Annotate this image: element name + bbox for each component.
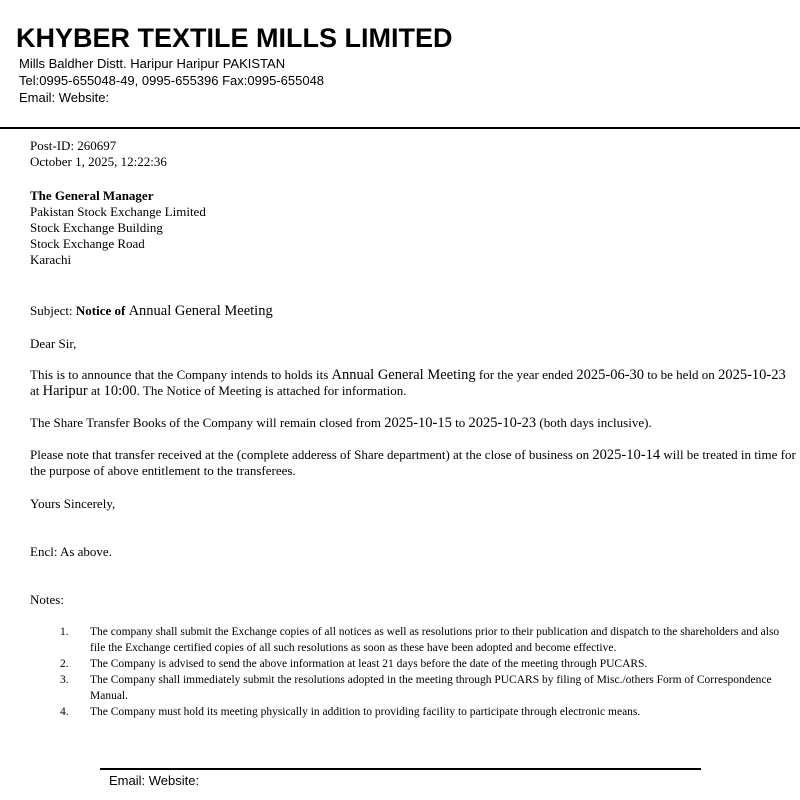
notes-heading: Notes: [30, 592, 64, 607]
footer-email-website: Email: Website: [109, 773, 200, 788]
note-text: The Company must hold its meeting physically in addition to providing facility to participate through electronic means. [90, 706, 641, 718]
subject-label: Subject: [30, 303, 76, 318]
enclosure: Encl: As above. [30, 544, 112, 559]
para1-text: at [87, 383, 104, 398]
para1-text: . The Notice of Meeting is attached for information. [136, 383, 407, 398]
note-number: 1. [60, 626, 69, 638]
company-name: KHYBER TEXTILE MILLS LIMITED [16, 23, 453, 53]
recipient-line2: Stock Exchange Road [30, 236, 145, 251]
company-email-website: Email: Website: [19, 90, 110, 105]
note-item [30, 656, 790, 672]
para1-text: at [30, 383, 43, 398]
para2-text: (both days inclusive). [536, 415, 652, 430]
note-text: The Company shall immediately submit the resolutions adopted in the meeting through PUCARS by filing of Misc./others Form of Correspondence Manual. [90, 674, 772, 702]
note-text: The Company is advised to send the above information at least 21 days before the date of the meeting through PUCARS. [90, 658, 648, 670]
para1-text: to be held on [644, 367, 719, 382]
note-item [30, 704, 790, 720]
transfer-date: 2025-10-14 [592, 447, 661, 463]
note-number: 2. [60, 658, 69, 670]
meeting-time: 10:00 [103, 383, 137, 399]
para1-text: for the year ended [475, 367, 577, 382]
recipient-title: The General Manager [30, 188, 154, 203]
subject-line [30, 303, 798, 319]
note-text: The company shall submit the Exchange copies of all notices as well as resolutions prior to their publication and dispatch to the shareholders and also file the Exchange certified copies of all such resolutions as soon as these have been adopted and become effective. [90, 626, 780, 654]
post-datetime: October 1, 2025, 12:22:36 [30, 154, 167, 169]
announcement-paragraph [30, 367, 798, 399]
year-end-date: 2025-06-30 [576, 367, 645, 383]
book-closure-paragraph [30, 415, 798, 431]
closure-from-date: 2025-10-15 [384, 415, 452, 431]
recipient-city: Karachi [30, 252, 72, 267]
header-divider [0, 127, 800, 129]
note-item [30, 672, 790, 704]
recipient-address [30, 188, 206, 268]
meeting-place: Haripur [42, 383, 88, 399]
transfer-paragraph [30, 447, 798, 479]
para2-text: The Share Transfer Books of the Company will remain closed from [30, 415, 385, 430]
salutation: Dear Sir, [30, 336, 77, 351]
company-address: Mills Baldher Distt. Haripur Haripur PAKISTAN [19, 56, 286, 71]
para3-text: will be treated in time for the purpose of above entitlement to the transferees. [30, 447, 796, 478]
post-meta [30, 138, 167, 170]
meeting-date: 2025-10-23 [718, 367, 786, 383]
note-item [30, 624, 790, 656]
recipient-line1: Stock Exchange Building [30, 220, 163, 235]
footer-divider [100, 768, 701, 770]
para3-text: Please note that transfer received at the (complete adderess of Share department) at the close of business on [30, 447, 593, 462]
company-phone-fax: Tel:0995-655048-49, 0995-655396 Fax:0995-655048 [19, 73, 325, 88]
closure-to-date: 2025-10-23 [468, 415, 537, 431]
closing: Yours Sincerely, [30, 496, 116, 511]
recipient-org: Pakistan Stock Exchange Limited [30, 204, 206, 219]
meeting-type: Annual General Meeting [331, 367, 476, 383]
subject-bold: Notice of [75, 303, 129, 318]
subject-text: Annual General Meeting [128, 303, 273, 319]
note-number: 4. [60, 706, 69, 718]
para1-text: This is to announce that the Company intends to holds its [30, 367, 332, 382]
post-id: Post-ID: 260697 [30, 138, 117, 153]
para2-text: to [451, 415, 469, 430]
notes-list [30, 624, 790, 720]
note-number: 3. [60, 674, 69, 686]
